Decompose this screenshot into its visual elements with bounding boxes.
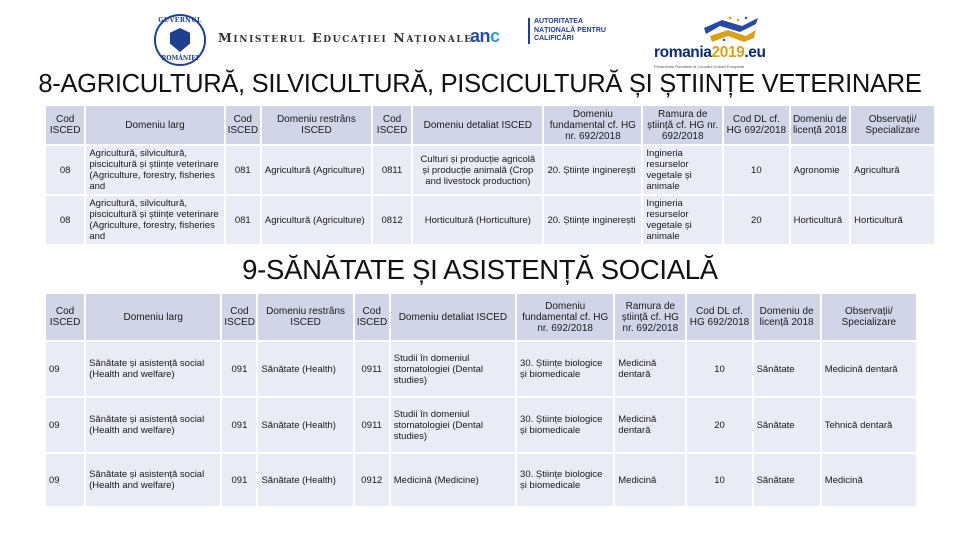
cell-cod-detaliat: 0911 [355, 398, 389, 452]
table-row [46, 196, 934, 244]
cell-domeniu-fundamental: 30. Științe biologice și biomedicale [517, 342, 613, 396]
cell-observatii: Agricultură [851, 146, 934, 194]
cell-ramura-stiinta: Medicină dentară [615, 398, 685, 452]
cell-cod-detaliat: 0911 [355, 342, 389, 396]
cell-observatii: Medicină [822, 454, 916, 506]
cell-cod-restrans: 081 [226, 146, 260, 194]
cell-domeniu-restrans: Sănătate (Health) [258, 342, 352, 396]
cell-domeniu-restrans: Sănătate (Health) [258, 454, 352, 506]
cell-observatii: Tehnică dentară [822, 398, 916, 452]
cell-observatii: Horticultură [851, 196, 934, 244]
column-header: Cod DL cf. HG 692/2018 [687, 294, 751, 340]
column-header: Cod ISCED [373, 106, 411, 144]
anc-logo: anc [470, 26, 500, 46]
column-header: Ramura de știință cf. HG nr. 692/2018 [615, 294, 685, 340]
cell-domeniu-larg: Agricultură, silvicultură, piscicultură și științe veterinare (Agriculture, forestry, fisheries and [86, 196, 223, 244]
column-header: Domeniu detaliat ISCED [391, 294, 515, 340]
column-header: Observații/ Specializare [822, 294, 916, 340]
cell-domeniu-larg: Sănătate și asistență social (Health and welfare) [86, 454, 220, 506]
cell-cod-detaliat: 0811 [373, 146, 411, 194]
cell-ramura-stiinta: Medicină dentară [615, 342, 685, 396]
column-header: Cod ISCED [226, 106, 260, 144]
cell-ramura-stiinta: Ingineria resurselor vegetale și animale [643, 146, 722, 194]
romania2019-title: romania2019.eu [654, 44, 766, 61]
column-header: Domeniu fundamental cf. HG nr. 692/2018 [544, 106, 641, 144]
cell-cod-larg: 09 [46, 454, 84, 506]
cell-domeniu-detaliat: Culturi și producție agricolă și producție animală (Crop and livestock production) [413, 146, 542, 194]
cell-domeniu-larg: Sănătate și asistență social (Health and welfare) [86, 342, 220, 396]
cell-domeniu-detaliat: Horticultură (Horticulture) [413, 196, 542, 244]
health-table [44, 292, 918, 508]
column-header: Domeniu larg [86, 106, 223, 144]
cell-domeniu-fundamental: 30. Științe biologice și biomedicale [517, 398, 613, 452]
column-header: Cod ISCED [222, 294, 256, 340]
cell-domeniu-licenta: Sănătate [754, 454, 820, 506]
cell-cod-dl: 10 [724, 146, 789, 194]
government-logo [150, 14, 212, 66]
cell-cod-detaliat: 0912 [355, 454, 389, 506]
section-title-agriculture: 8-AGRICULTURĂ, SILVICULTURĂ, PISCICULTURĂ ȘI ȘTIINȚE VETERINARE [38, 70, 922, 98]
column-header: Domeniu de licență 2018 [791, 106, 850, 144]
column-header: Domeniu larg [86, 294, 220, 340]
romania2019-subtitle: Președinția României la Consiliul Uniunii Europene [654, 64, 745, 69]
table-header-row [46, 294, 916, 340]
cell-domeniu-licenta: Agronomie [791, 146, 850, 194]
section-title-health: 9-SĂNĂTATE ȘI ASISTENȚĂ SOCIALĂ [242, 254, 718, 285]
cell-domeniu-licenta: Horticultură [791, 196, 850, 244]
table-row [46, 342, 916, 396]
cell-domeniu-detaliat: Studii în domeniul stomatologiei (Dental studies) [391, 398, 515, 452]
cell-cod-larg: 08 [46, 146, 84, 194]
column-header: Domeniu restrâns ISCED [262, 106, 371, 144]
anc-authority-text: AUTORITATEA NAȚIONALĂ PENTRU CALIFICĂRI [528, 18, 608, 44]
cell-domeniu-restrans: Agricultură (Agriculture) [262, 146, 371, 194]
cell-domeniu-fundamental: 20. Științe inginerești [544, 146, 641, 194]
column-header: Cod ISCED [46, 106, 84, 144]
cell-domeniu-licenta: Sănătate [754, 398, 820, 452]
cell-cod-restrans: 091 [222, 398, 256, 452]
cell-cod-restrans: 091 [222, 454, 256, 506]
cell-cod-dl: 20 [724, 196, 789, 244]
cell-ramura-stiinta: Ingineria resurselor vegetale și animale [643, 196, 722, 244]
table-row [46, 398, 916, 452]
cell-domeniu-fundamental: 20. Științe inginerești [544, 196, 641, 244]
table-row [46, 146, 934, 194]
cell-cod-larg: 08 [46, 196, 84, 244]
cell-cod-dl: 10 [687, 342, 751, 396]
eu-stars-icon [700, 14, 760, 46]
cell-domeniu-fundamental: 30. Științe biologice și biomedicale [517, 454, 613, 506]
romania2019-logo [650, 12, 780, 69]
cell-domeniu-restrans: Sănătate (Health) [258, 398, 352, 452]
column-header: Cod DL cf. HG 692/2018 [724, 106, 789, 144]
cell-domeniu-detaliat: Medicină (Medicine) [391, 454, 515, 506]
government-seal-icon: GUVERNUL ROMÂNIEI [154, 14, 206, 66]
column-header: Domeniu restrâns ISCED [258, 294, 352, 340]
column-header: Domeniu fundamental cf. HG nr. 692/2018 [517, 294, 613, 340]
table-header-row [46, 106, 934, 144]
column-header: Cod ISCED [46, 294, 84, 340]
table-row [46, 454, 916, 506]
cell-cod-larg: 09 [46, 398, 84, 452]
cell-cod-detaliat: 0812 [373, 196, 411, 244]
column-header: Domeniu detaliat ISCED [413, 106, 542, 144]
cell-domeniu-larg: Sănătate și asistență social (Health and welfare) [86, 398, 220, 452]
cell-cod-restrans: 081 [226, 196, 260, 244]
cell-domeniu-restrans: Agricultură (Agriculture) [262, 196, 371, 244]
cell-cod-larg: 09 [46, 342, 84, 396]
cell-domeniu-licenta: Sănătate [754, 342, 820, 396]
column-header: Ramura de știință cf. HG nr. 692/2018 [643, 106, 722, 144]
column-header: Domeniu de licență 2018 [754, 294, 820, 340]
cell-cod-dl: 10 [687, 454, 751, 506]
cell-domeniu-detaliat: Studii în domeniul stomatologiei (Dental studies) [391, 342, 515, 396]
cell-domeniu-larg: Agricultură, silvicultură, piscicultură și științe veterinare (Agriculture, forestry, fisheries and [86, 146, 223, 194]
cell-observatii: Medicină dentară [822, 342, 916, 396]
column-header: Cod ISCED [355, 294, 389, 340]
cell-ramura-stiinta: Medicină [615, 454, 685, 506]
ministry-name: Ministerul Educației Naționale [218, 30, 473, 45]
agriculture-table [44, 104, 936, 246]
cell-cod-restrans: 091 [222, 342, 256, 396]
column-header: Observații/ Specializare [851, 106, 934, 144]
cell-cod-dl: 20 [687, 398, 751, 452]
